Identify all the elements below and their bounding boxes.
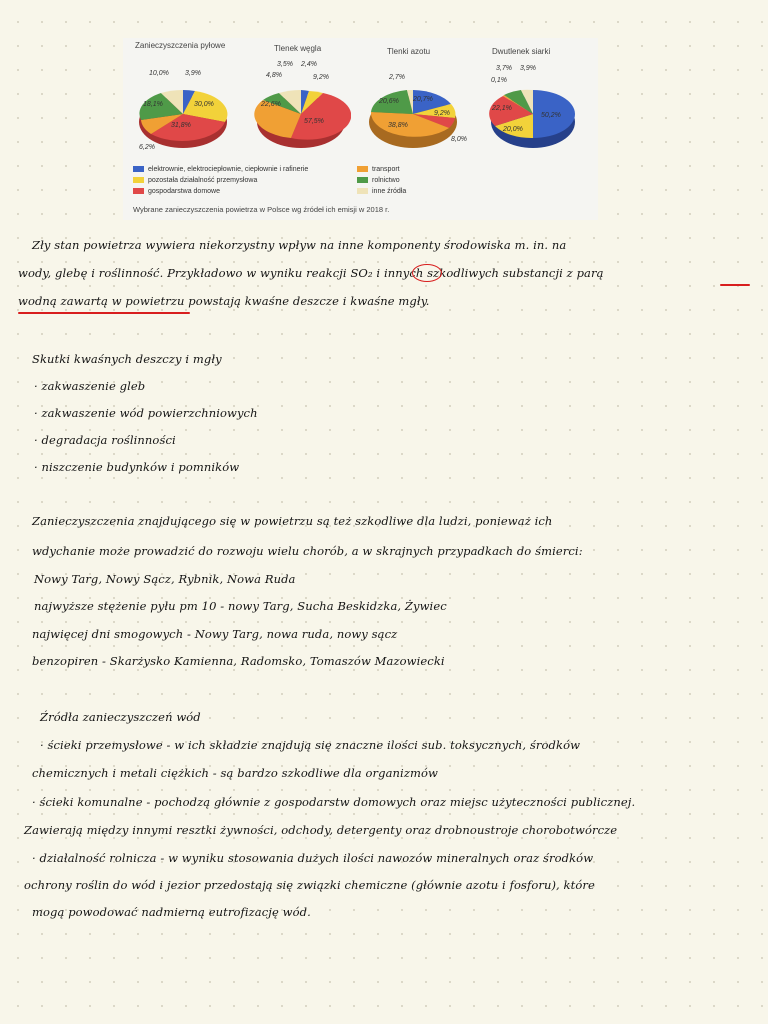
pie-label: 9,2% [313, 74, 329, 81]
pie-label: 3,9% [185, 70, 201, 77]
pie-label: 22,1% [492, 105, 512, 112]
legend-label: elektrownie, elektrociepłownie, ciepłownie i rafinerie [148, 166, 309, 173]
pie-label: 50,2% [541, 112, 561, 119]
legend-item [133, 166, 308, 173]
pollution-figure [123, 38, 598, 220]
pie-label: 3,7% [496, 65, 512, 72]
legend-item [357, 177, 400, 184]
pie-chart-dust [133, 82, 233, 150]
note-line: · degradacja roślinności [34, 433, 176, 447]
pie-label: 20,0% [503, 126, 523, 133]
note-line: Nowy Targ, Nowy Sącz, Rybnik, Nowa Ruda [34, 572, 296, 586]
chart-title: Tlenek węgla [274, 44, 322, 53]
legend-item [133, 188, 220, 195]
legend-item [133, 177, 257, 184]
legend-swatch [133, 166, 144, 172]
pie-label: 10,0% [149, 70, 169, 77]
pie-label: 38,8% [388, 122, 408, 129]
pie-label: 57,5% [304, 118, 324, 125]
note-line: Zły stan powietrza wywiera niekorzystny wpływ na inne komponenty środowiska m. in. na [32, 238, 567, 252]
legend-swatch [357, 188, 368, 194]
pie-label: 2,4% [301, 61, 317, 68]
note-line: najwyższe stężenie pyłu pm 10 - nowy Targ, Sucha Beskidzka, Żywiec [34, 599, 447, 613]
note-line: · zakwaszenie gleb [34, 379, 146, 393]
note-line: benzopiren - Skarżysko Kamienna, Radomsko, Tomaszów Mazowiecki [32, 654, 445, 668]
figure-caption: Wybrane zanieczyszczenia powietrza w Polsce wg źródeł ich emisji w 2018 r. [133, 205, 390, 214]
pie-chart-carbon-monoxide [251, 82, 351, 150]
note-line: chemicznych i metali ciężkich - są bardzo szkodliwe dla organizmów [32, 766, 438, 780]
pie-label: 0,1% [491, 77, 507, 84]
legend-label: rolnictwo [372, 177, 400, 184]
note-line: · ścieki komunalne - pochodzą głównie z gospodarstw domowych oraz miejsc użyteczności publicznej. [32, 795, 636, 809]
pie-label: 4,8% [266, 72, 282, 79]
note-line: Zanieczyszczenia znajdującego się w powietrzu są też szkodliwe dla ludzi, ponieważ ich [32, 514, 553, 528]
red-underline [720, 284, 750, 286]
legend-swatch [133, 188, 144, 194]
pie-label: 22,6% [261, 101, 281, 108]
legend-item [357, 188, 406, 195]
pie-label: 9,2% [434, 110, 450, 117]
legend-item [357, 166, 400, 173]
pie-label: 30,0% [194, 101, 214, 108]
note-line: · ścieki przemysłowe - w ich składzie znajdują się znaczne ilości sub. toksycznych, środków [40, 738, 581, 752]
red-underline [18, 312, 190, 314]
pie-label: 20,6% [379, 98, 399, 105]
pie-label: 18,1% [143, 101, 163, 108]
pie-label: 8,0% [451, 136, 467, 143]
pie-label: 20,7% [413, 96, 433, 103]
note-line: ochrony roślin do wód i jezior przedostają się związki chemiczne (głównie azotu i fosforu), które [24, 878, 595, 892]
so2-highlight-circle [412, 264, 442, 282]
note-line: wody, glebę i roślinność. Przykładowo w wyniku reakcji SO₂ i innych szkodliwych substancji z parą [18, 266, 604, 280]
pie-label: 3,9% [520, 65, 536, 72]
pie-label: 6,2% [139, 144, 155, 151]
legend-label: pozostała działalność przemysłowa [148, 177, 258, 184]
legend-swatch [357, 166, 368, 172]
note-line: wodną zawartą w powietrzu powstają kwaśne deszcze i kwaśne mgły. [18, 294, 430, 308]
pie-chart-sulfur-dioxide [481, 82, 581, 150]
note-line: · działalność rolnicza - w wyniku stosowania dużych ilości nawozów mineralnych oraz środków [32, 851, 594, 865]
chart-title: Tlenki azotu [387, 47, 431, 56]
legend-swatch [133, 177, 144, 183]
note-line: · zakwaszenie wód powierzchniowych [34, 406, 258, 420]
pie-label: 2,7% [389, 74, 405, 81]
chart-title: Zanieczyszczenia pyłowe [135, 41, 226, 50]
note-line: wdychanie może prowadzić do rozwoju wielu chorób, a w skrajnych przypadkach do śmierci: [32, 544, 583, 558]
note-line: · niszczenie budynków i pomników [34, 460, 240, 474]
note-line: mogą powodować nadmierną eutrofizację wód. [32, 905, 311, 919]
chart-title: Dwutlenek siarki [492, 47, 551, 56]
legend-label: transport [372, 166, 400, 173]
note-line: Skutki kwaśnych deszczy i mgły [32, 352, 222, 366]
legend-label: inne źródła [372, 188, 407, 195]
note-line: Zawierają między innymi resztki żywności, odchody, detergenty oraz drobnoustroje chorobotwórcze [24, 823, 618, 837]
legend-swatch [357, 177, 368, 183]
note-line: najwięcej dni smogowych - Nowy Targ, nowa ruda, nowy sącz [32, 627, 398, 641]
legend-label: gospodarstwa domowe [148, 188, 220, 195]
pie-label: 31,8% [171, 122, 191, 129]
note-line: Źródła zanieczyszczeń wód [40, 710, 201, 724]
pie-label: 3,5% [277, 61, 293, 68]
